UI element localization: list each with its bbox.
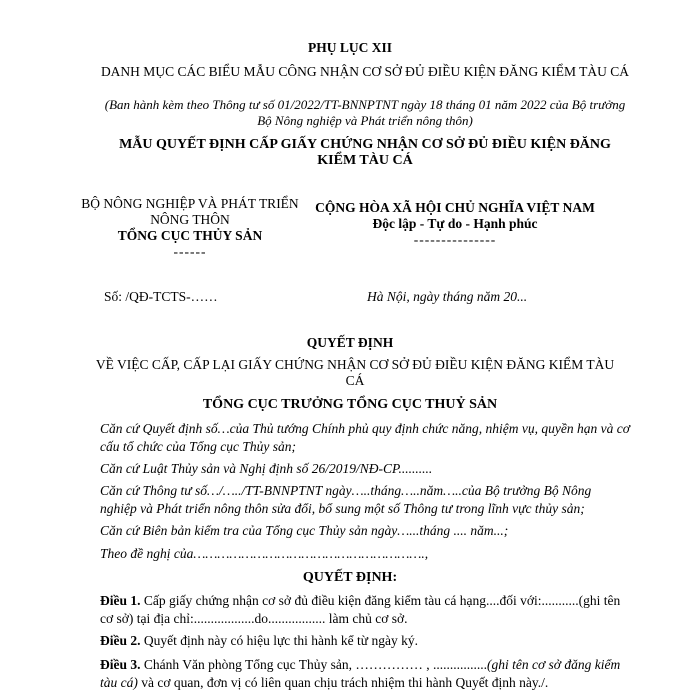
article-text: Cấp giấy chứng nhận cơ sở đủ điều kiện đăng kiểm tàu cá hạng....đối với:...........(ghi tên cơ sở) tại địa chỉ:..................do................. làm chủ cơ sở.: [100, 593, 621, 626]
form-title: MẪU QUYẾT ĐỊNH CẤP GIẤY CHỨNG NHẬN CƠ SỞ ĐỦ ĐIỀU KIỆN ĐĂNG KIỂM TÀU CÁ: [119, 137, 611, 168]
legal-basis-item: Căn cứ Biên bản kiểm tra của Tổng cục Thủy sản ngày…...tháng .... năm...;: [100, 523, 509, 538]
issuing-authority: TỔNG CỤC TRƯỞNG TỔNG CỤC THUỶ SẢN: [202, 397, 498, 412]
article-label: Điều 1.: [100, 593, 141, 608]
decision-title: QUYẾT ĐỊNH: [306, 335, 394, 350]
article-text: Chánh Văn phòng Tổng cục Thủy sản, …………… , ................: [140, 657, 487, 672]
article-label: Điều 2.: [100, 633, 141, 648]
legal-basis-item: Căn cứ Thông tư số…/…../TT-BNNPTNT ngày…..tháng…..năm…..của Bộ trưởng Bộ Nông nghiệp và Phát triển nông thôn sửa đổi, bổ sung một số Thông tư trong lĩnh vực thủy sản;: [100, 483, 592, 516]
article-text: Quyết định này có hiệu lực thi hành kể từ ngày ký.: [140, 633, 418, 648]
country-name: CỘNG HÒA XÃ HỘI CHỦ NGHĨA VIỆT NAM: [315, 200, 595, 215]
article-3: [100, 656, 630, 692]
article-text: và cơ quan, đơn vị có liên quan chịu trách nhiệm thi hành Quyết định này./.: [137, 675, 549, 690]
appendix-title: PHỤ LỤC XII: [307, 40, 392, 55]
national-motto: Độc lập - Tự do - Hạnh phúc: [372, 216, 538, 231]
agency-separator: ------: [173, 244, 207, 259]
article-1: [100, 592, 630, 628]
national-header-block: [300, 200, 610, 248]
proposal-line: Theo đề nghị của………………………………………………….,: [100, 546, 429, 561]
decision-number: Số: /QĐ-TCTS-……: [104, 289, 218, 304]
place-and-date: Hà Nội, ngày tháng năm 20...: [367, 289, 528, 304]
department-name: TỔNG CỤC THỦY SẢN: [117, 228, 263, 243]
motto-separator: ---------------: [413, 232, 497, 247]
legal-basis-item: Căn cứ Quyết định số…của Thủ tướng Chính phủ quy định chức năng, nhiệm vụ, quyền hạn và cơ cấu tổ chức của Tổng cục Thủy sản;: [100, 421, 630, 454]
article-text-italic: (ghi tên cơ sở đăng kiểm tàu cá): [100, 657, 621, 690]
decision-subject: VỀ VIỆC CẤP, CẤP LẠI GIẤY CHỨNG NHẬN CƠ SỞ ĐỦ ĐIỀU KIỆN ĐĂNG KIỂM TÀU CÁ: [95, 357, 615, 388]
decides-heading: QUYẾT ĐỊNH:: [302, 570, 398, 585]
ministry-name: BỘ NÔNG NGHIỆP VÀ PHÁT TRIỂN NÔNG THÔN: [81, 196, 299, 227]
legal-basis-item: Căn cứ Luật Thủy sản và Nghị định số 26/2019/NĐ-CP..........: [100, 461, 433, 476]
appendix-issued-note: (Ban hành kèm theo Thông tư số 01/2022/TT-BNNPTNT ngày 18 tháng 01 năm 2022 của Bộ trưởng Bộ Nông nghiệp và Phát triển nông thôn): [104, 97, 626, 128]
article-2: [100, 632, 630, 650]
appendix-subtitle: DANH MỤC CÁC BIỂU MẪU CÔNG NHẬN CƠ SỞ ĐỦ ĐIỀU KIỆN ĐĂNG KIỂM TÀU CÁ: [100, 64, 630, 79]
article-label: Điều 3.: [100, 657, 141, 672]
issuing-agency-block: [80, 196, 300, 260]
